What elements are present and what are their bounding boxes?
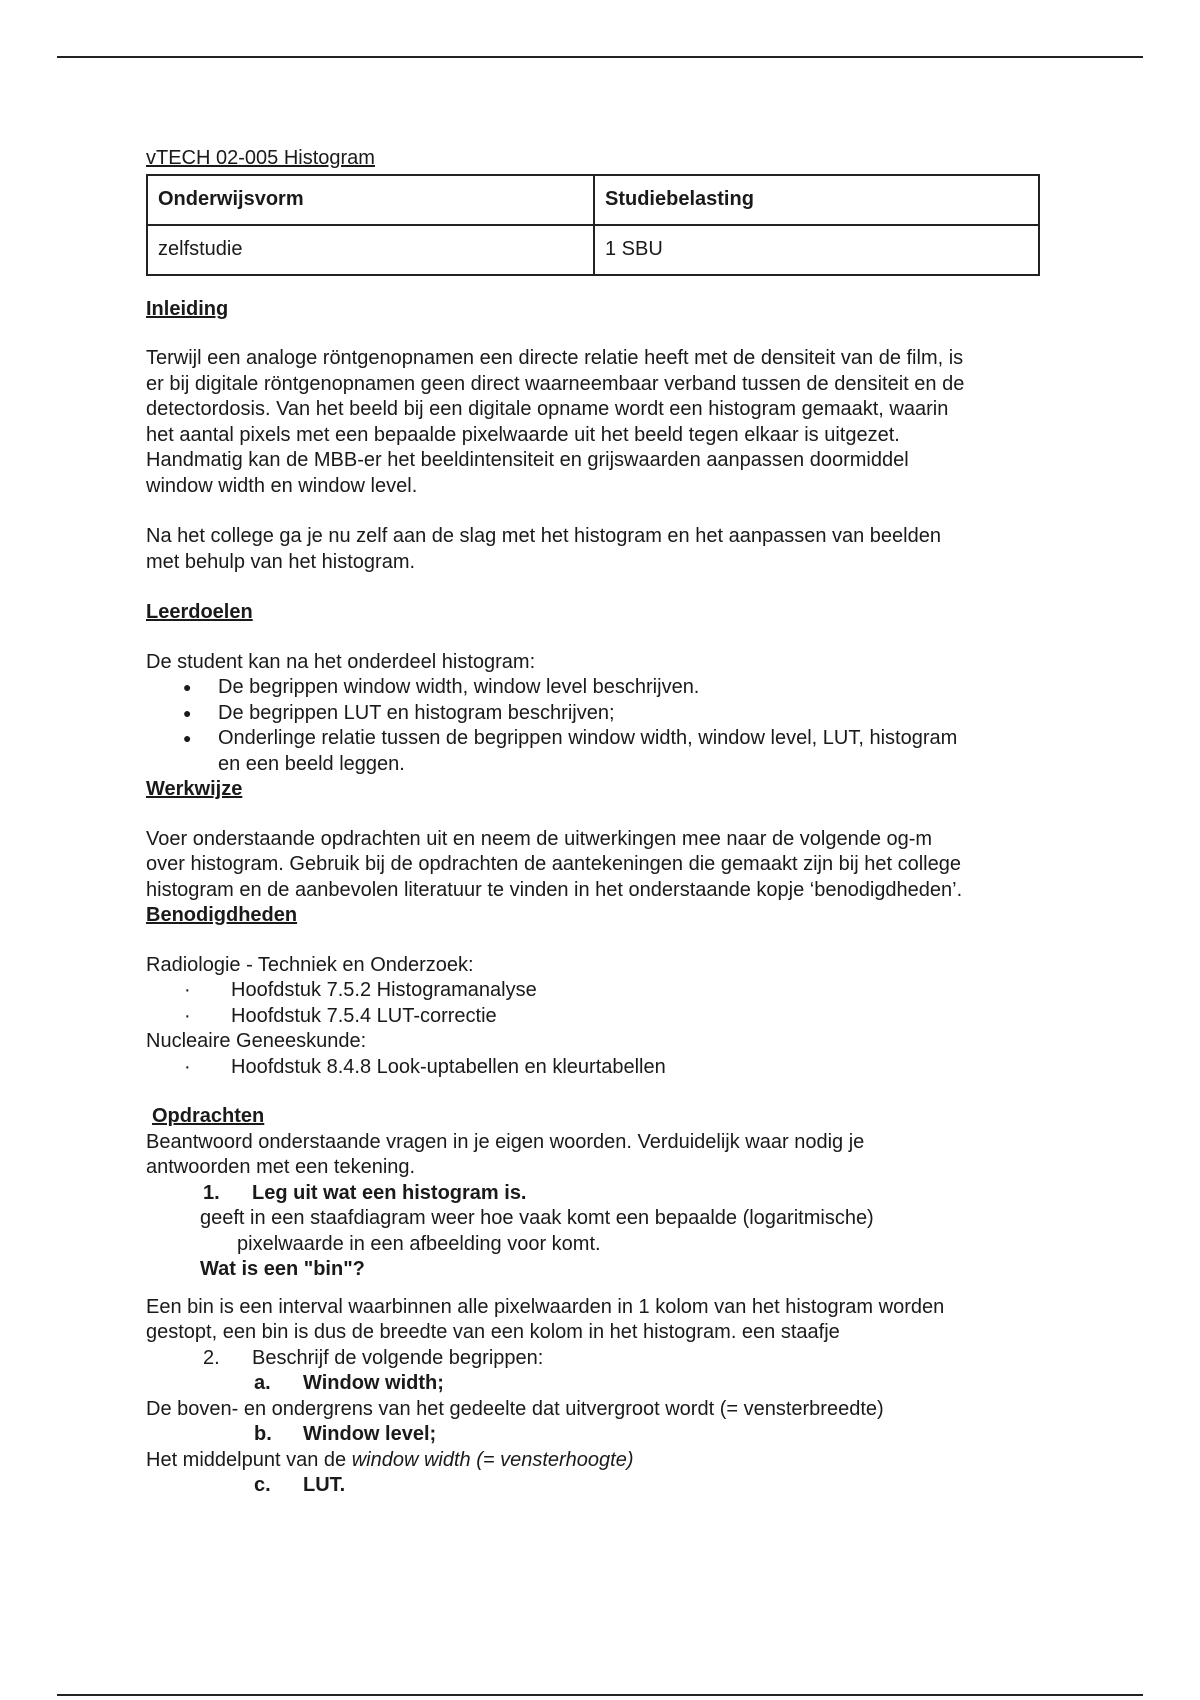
book2-chapters: [146, 1055, 1066, 1081]
document-title: vTECH 02-005 Histogram: [146, 147, 375, 169]
list-item-text: en een beeld leggen.: [218, 752, 405, 775]
top-rule: [57, 56, 1143, 58]
question-number: 1.: [203, 1181, 220, 1204]
subquestion-a: [146, 1371, 1066, 1397]
leerdoelen-list: [146, 675, 1066, 777]
heading-inleiding: Inleiding: [146, 297, 229, 320]
sub-term: Window level;: [303, 1423, 437, 1445]
heading-benodigdheden: Benodigdheden: [146, 904, 298, 926]
list-item: [146, 726, 1066, 777]
text-line: Terwijl een analoge röntgenopnamen een directe relatie heeft met de densiteit van de film, is: [146, 347, 964, 369]
answer-line: gestopt, een bin is dus de breedte van een kolom in het histogram. een staafje: [146, 1321, 840, 1343]
table-header-cell: Onderwijsvorm: [147, 175, 594, 225]
answer-line: geeft in een staafdiagram weer hoe vaak komt een bepaalde (logaritmische): [200, 1207, 874, 1229]
question-2: [146, 1346, 1066, 1372]
sub-term: LUT.: [303, 1474, 346, 1496]
answer-line: Een bin is een interval waarbinnen alle pixelwaarden in 1 kolom van het histogram worden: [146, 1295, 945, 1318]
text-line: detectordosis. Van het beeld bij een digitale opname wordt een histogram gemaakt, waarin: [146, 398, 949, 420]
sub-term: Window width;: [303, 1372, 444, 1394]
inleiding-paragraph-2: [146, 524, 1066, 575]
list-item: · Hoofdstuk 8.4.8 Look-uptabellen en kleurtabellen: [146, 1055, 1066, 1081]
table-cell: 1 SBU: [594, 225, 1039, 275]
subquestion-c: [146, 1473, 1066, 1499]
table-header-cell: Studiebelasting: [594, 175, 1039, 225]
table-header-row: [147, 175, 1039, 225]
text-line: window width en window level.: [146, 474, 418, 497]
text-line: Beantwoord onderstaande vragen in je eigen woorden. Verduidelijk waar nodig je: [146, 1130, 865, 1153]
text-line: er bij digitale röntgenopnamen geen direct waarneembaar verband tussen de densiteit en de: [146, 372, 965, 395]
book1-chapters: [146, 978, 1066, 1029]
werkwijze-paragraph: [146, 827, 1066, 904]
answer-line: [146, 1448, 1066, 1474]
list-item: · Hoofdstuk 7.5.2 Histogramanalyse: [146, 978, 1066, 1004]
text-line: Na het college ga je nu zelf aan de slag met het histogram en het aanpassen van beelden: [146, 525, 941, 547]
text-line: met behulp van het histogram.: [146, 550, 416, 573]
book-title: Radiologie - Techniek en Onderzoek:: [146, 953, 474, 976]
text-line: Voer onderstaande opdrachten uit en neem de uitwerkingen mee naar de volgende og-m: [146, 827, 933, 850]
heading-werkwijze: Werkwijze: [146, 778, 243, 800]
answer-line: pixelwaarde in een afbeelding voor komt.: [237, 1232, 601, 1255]
inleiding-paragraph: [146, 346, 1066, 499]
text-line: Handmatig kan de MBB-er het beeldintensiteit en grijswaarden aanpassen doormiddel: [146, 449, 909, 471]
list-item: ● De begrippen LUT en histogram beschrijven;: [146, 701, 1066, 727]
answer-text: Het middelpunt van de: [146, 1448, 352, 1471]
heading-opdrachten: Opdrachten: [152, 1105, 265, 1127]
document-body: [146, 146, 1066, 1499]
table-cell: zelfstudie: [147, 225, 594, 275]
subquestion-b: [146, 1422, 1066, 1448]
bottom-rule: [57, 1694, 1143, 1696]
heading-leerdoelen: Leerdoelen: [146, 601, 253, 623]
text-line: histogram en de aanbevolen literatuur te vinden in het onderstaande kopje ‘benodigdheden’.: [146, 878, 963, 901]
question-text: Beschrijf de volgende begrippen:: [252, 1346, 544, 1369]
text-line: over histogram. Gebruik bij de opdrachten de aantekeningen die gemaakt zijn bij het college: [146, 853, 961, 875]
book-title: Nucleaire Geneeskunde:: [146, 1030, 367, 1052]
text-line: antwoorden met een tekening.: [146, 1156, 416, 1178]
question-text: Leg uit wat een histogram is.: [252, 1181, 527, 1204]
sub-letter: c.: [254, 1474, 271, 1496]
question-number: 2.: [203, 1346, 220, 1369]
answer-line: De boven- en ondergrens van het gedeelte dat uitvergroot wordt (= vensterbreedte): [146, 1397, 884, 1420]
question-1: [146, 1181, 1066, 1207]
question-1b: Wat is een "bin"?: [200, 1258, 365, 1280]
answer-1b: [146, 1295, 1066, 1346]
table-row: [147, 225, 1039, 275]
answer-text-italic: window width (= vensterhoogte): [351, 1448, 634, 1471]
list-item: · Hoofdstuk 7.5.4 LUT-correctie: [146, 1004, 1066, 1030]
info-table: [146, 174, 1040, 276]
list-item-text: Onderlinge relatie tussen de begrippen window width, window level, LUT, histogram: [218, 727, 958, 749]
leerdoelen-intro: De student kan na het onderdeel histogram:: [146, 650, 536, 673]
sub-letter: a.: [254, 1372, 271, 1394]
sub-letter: b.: [254, 1423, 272, 1445]
list-item: ● De begrippen window width, window level beschrijven.: [146, 675, 1066, 701]
text-line: het aantal pixels met een bepaalde pixelwaarde uit het beeld tegen elkaar is uitgezet.: [146, 423, 900, 446]
